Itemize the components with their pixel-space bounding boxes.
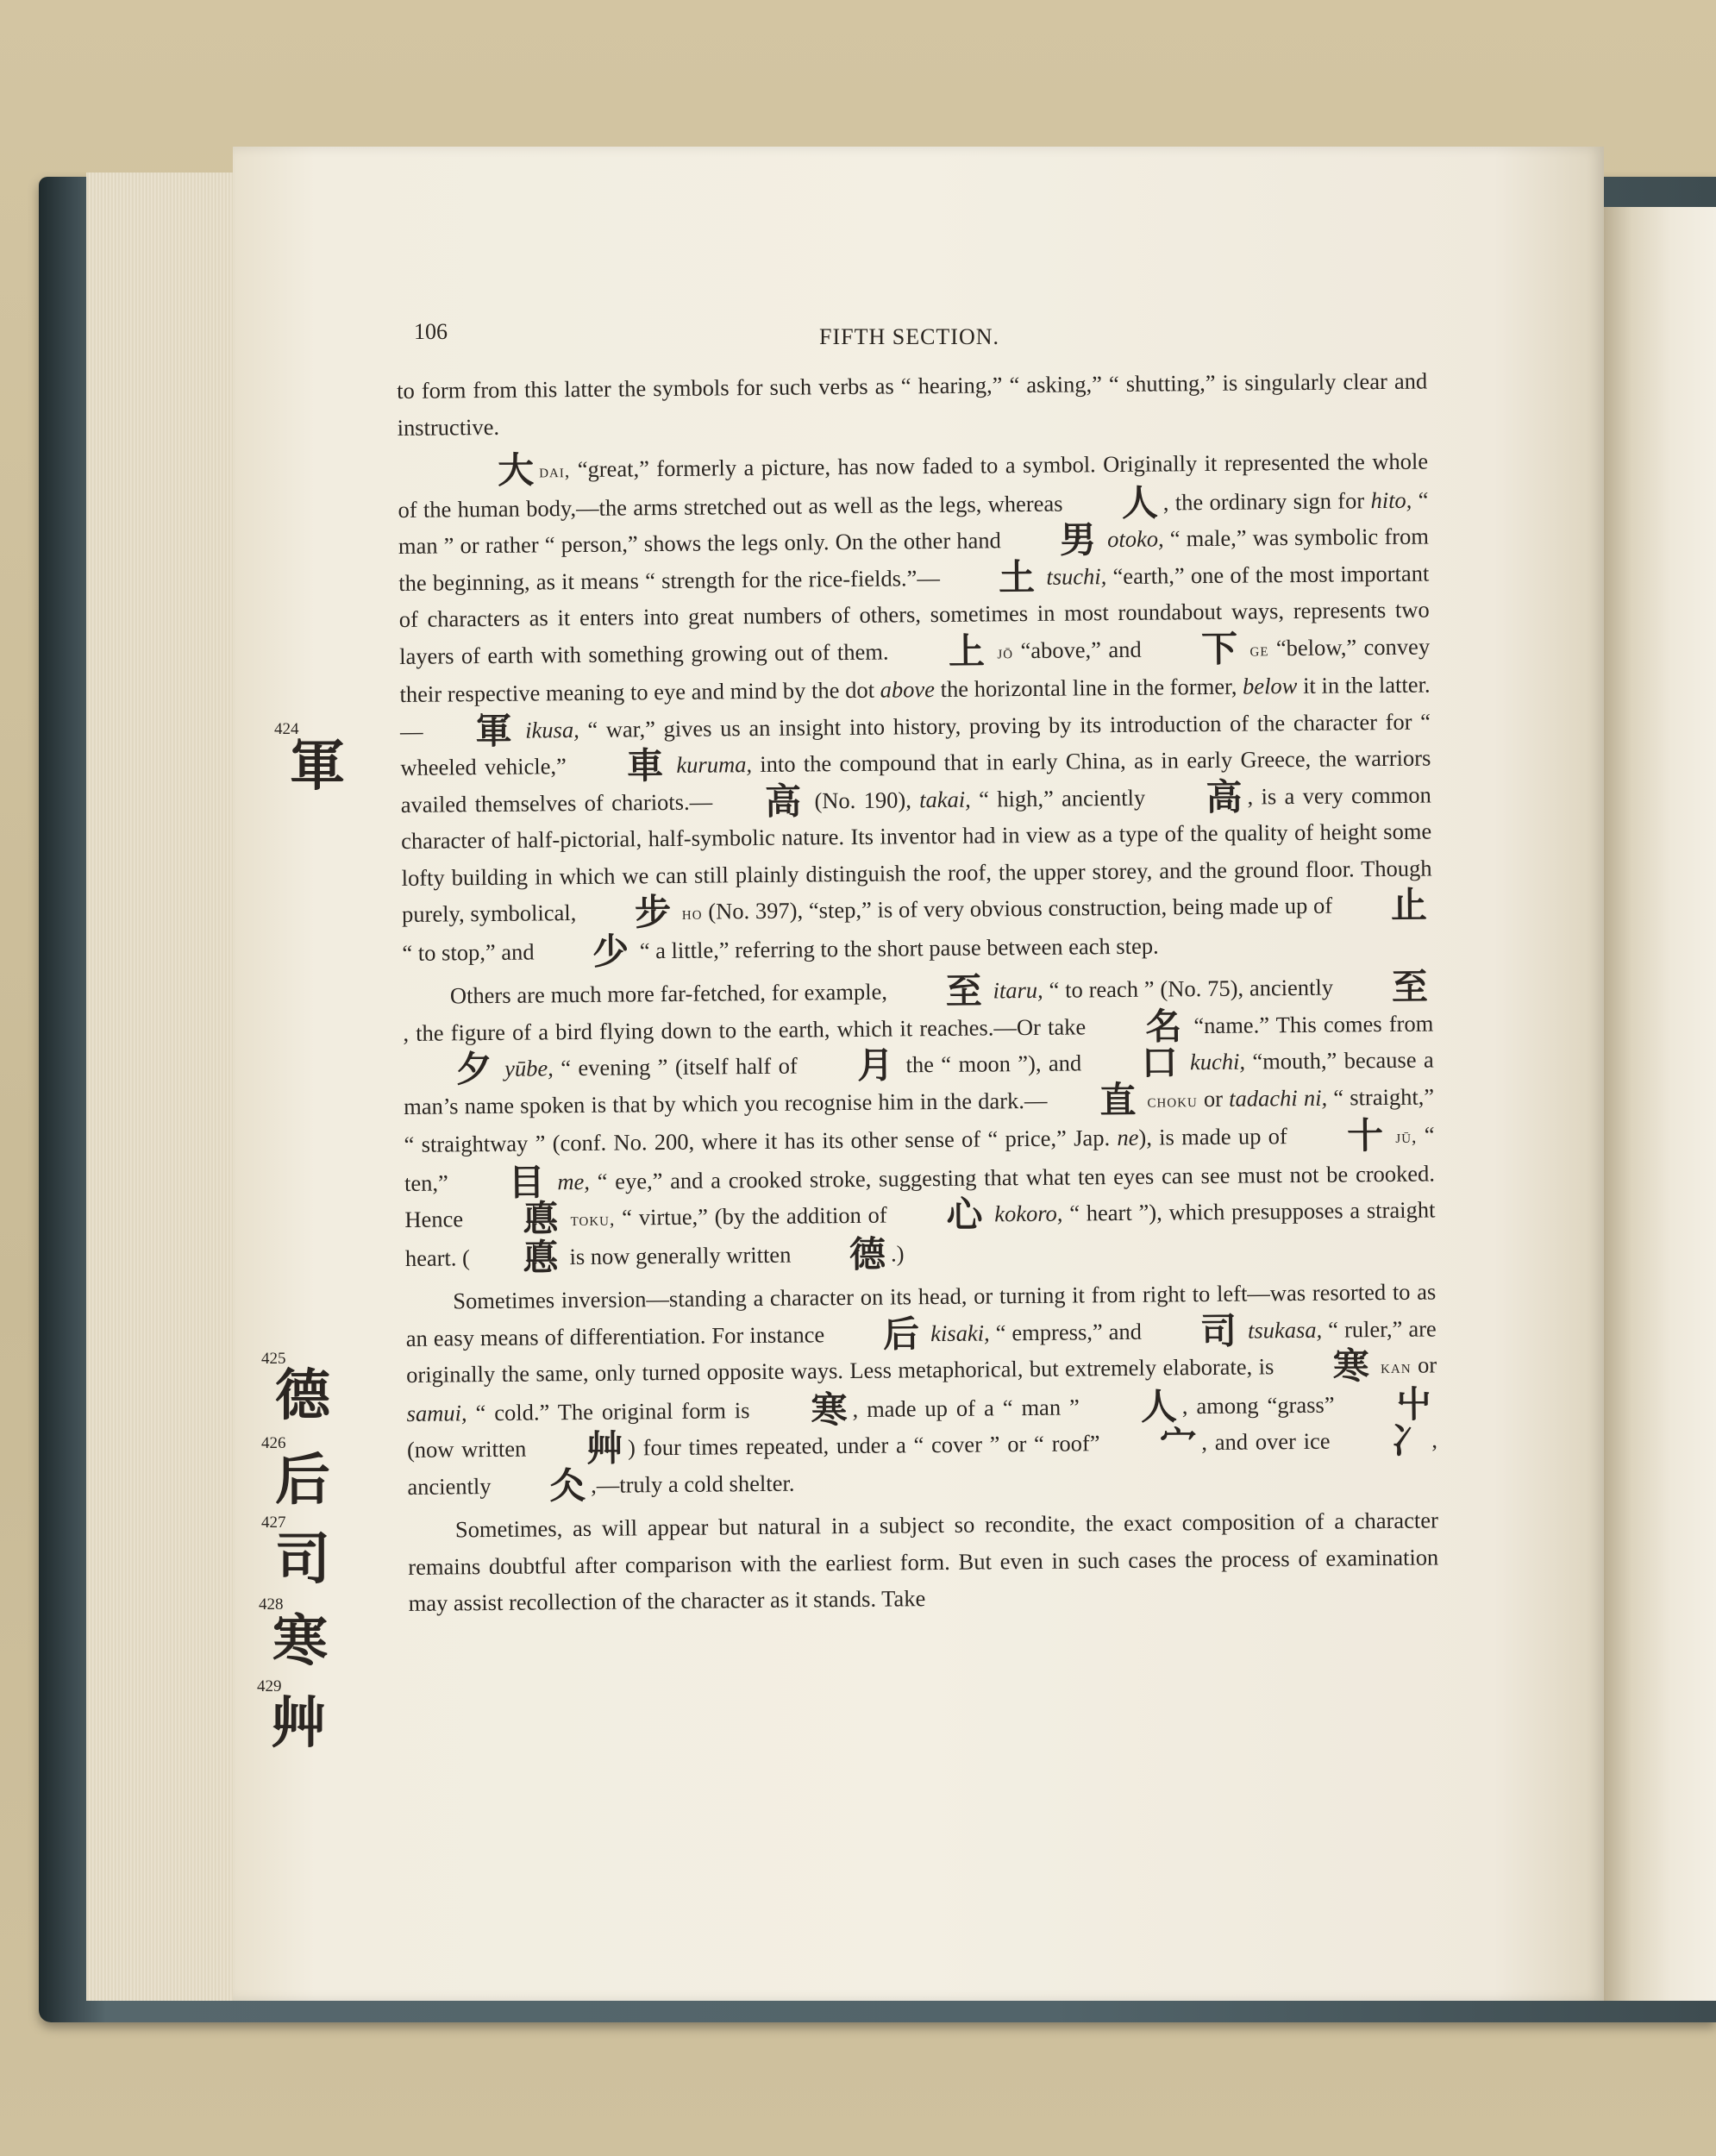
paragraph <box>397 363 1428 446</box>
inline-character: 司 <box>1199 1309 1237 1352</box>
inline-character: 步 <box>634 890 672 934</box>
text-run: Sometimes, as will appear but natural in a subject so recondite, the exact composition of a character remains doubtful after comparison with the earliest form. But even in such cases the process of examination may assist recollection of the character as it stands. Take <box>408 1507 1439 1616</box>
facing-page <box>1604 207 1716 2001</box>
reading-smallcaps: choku <box>1141 1088 1198 1112</box>
italic-term: kisaki, <box>924 1319 990 1346</box>
inline-character: 下 <box>1200 627 1238 670</box>
text-run: “ straight,” “ straightway ” (conf. No. 200, where it has its other sense of “ price,” Jap. <box>404 1082 1435 1157</box>
inline-character: 寒 <box>811 1388 848 1431</box>
text-run: “name.” This comes from <box>1187 1009 1434 1038</box>
text-run: “ cold.” The original form is <box>467 1396 759 1426</box>
text-run: , and over ice <box>1201 1427 1338 1456</box>
text-run: (No. 397), “step,” is of very obvious construction, being made up of <box>702 892 1339 924</box>
reading-smallcaps: kan <box>1374 1355 1412 1378</box>
inline-character: 心 <box>946 1193 983 1236</box>
inline-character: 德 <box>849 1232 886 1275</box>
text-run: “mouth,” because a man’s name spoken is that by which you recognise him in the dark.— <box>404 1046 1434 1119</box>
italic-term: tsukasa, <box>1241 1316 1323 1344</box>
reading-smallcaps: ge <box>1243 637 1269 661</box>
italic-term: kuruma, <box>668 751 753 778</box>
inline-character: 高 <box>764 780 802 823</box>
inline-character: 冫 <box>1390 1419 1427 1462</box>
text-run: “above,” and <box>1012 636 1149 663</box>
italic-term: ne <box>1117 1124 1139 1151</box>
margin-number: 424 <box>274 720 299 738</box>
italic-term: kuchi, <box>1182 1048 1246 1075</box>
italic-term: me, <box>549 1168 591 1194</box>
text-run: “below,” convey their respective meaning to eye and mind by the dot <box>399 633 1431 707</box>
text-run: “ war,” gives us an insight into history, proving by its introduction of the character for “ wheeled vehicle,” <box>400 708 1431 780</box>
reading-smallcaps: jō <box>989 640 1014 662</box>
text-run: , the ordinary sign for <box>1162 486 1371 515</box>
text-run: “ ruler,” are originally the same, only turned opposite ways. Less metaphorical, but extremely elaborate, is <box>406 1314 1437 1388</box>
italic-term: samui, <box>406 1399 467 1426</box>
margin-number: 426 <box>261 1434 286 1452</box>
page-number: 106 <box>414 319 448 344</box>
inline-character: 十 <box>1346 1114 1384 1157</box>
text-run: “ ten,” <box>404 1121 1435 1196</box>
text-run: or <box>1411 1351 1437 1378</box>
paragraph <box>405 1273 1438 1507</box>
text-run: ), is made up of <box>1138 1123 1295 1150</box>
text-run: , among “grass” <box>1181 1391 1343 1419</box>
reading-smallcaps: dai, <box>538 460 571 482</box>
inline-character: 悳 <box>522 1197 560 1240</box>
text-run: “ high,” anciently <box>970 784 1154 812</box>
paragraph <box>408 1501 1439 1621</box>
page-edges <box>86 172 250 2001</box>
italic-term: tadachi ni, <box>1229 1084 1328 1112</box>
text-run: , anciently <box>407 1426 1438 1500</box>
text-run: ,—truly a cold shelter. <box>591 1470 795 1498</box>
text-run: “ heart ”), which presupposes a straight heart. ( <box>404 1196 1436 1271</box>
inline-character: 至 <box>1391 965 1429 1008</box>
text-run: it in the latter.— <box>399 671 1431 744</box>
inline-character: 土 <box>998 555 1036 599</box>
text-run: “earth,” one of the most important of characters as it enters into great numbers of others, sometimes in most roundabout ways, represents two layers of earth with something growing out of them. <box>398 560 1430 669</box>
text-run: “ eye,” and a crooked stroke, suggesting that what ten eyes can see must not be crooked. Hence <box>404 1159 1436 1232</box>
margin-number: 425 <box>261 1350 286 1368</box>
inline-character: 大 <box>497 448 535 492</box>
paragraph <box>403 965 1436 1279</box>
text-run: , is a very common character of half-pictorial, half-symbolic nature. Its inventor had in view as a type of the quality of height some lofty building in which we can still plainly distinguish the roof, the upper storey, and the ground floor. Though purely, symbolical, <box>401 781 1432 927</box>
text-run: to form from this latter the symbols for such verbs as “ hearing,” “ asking,” “ shutting,” is singularly clear and instructive. <box>397 367 1428 441</box>
italic-term: tsuchi, <box>1039 562 1107 590</box>
inline-character: 人 <box>1121 481 1159 524</box>
text-run: “ man ” or rather “ person,” shows the legs only. On the other hand <box>398 486 1429 559</box>
text-run: (No. 190), <box>806 786 920 813</box>
italic-term: ikusa, <box>517 716 579 743</box>
inline-character: 仌 <box>548 1463 586 1507</box>
inline-character: 高 <box>1206 775 1243 818</box>
text-run: “ a little,” referring to the short pause between each step. <box>634 932 1159 963</box>
inline-character: 夕 <box>455 1047 493 1091</box>
text-run: the horizontal line in the former, <box>934 673 1243 703</box>
margin-character: 德 <box>275 1364 330 1428</box>
text-run: into the compound that in early China, as in early Greece, the warriors availed themselves of chariots.— <box>400 744 1431 818</box>
text-run: , the figure of a bird flying down to the earth, which it reaches.—Or take <box>403 1012 1093 1046</box>
margin-character: 軍 <box>290 735 345 799</box>
text-run: “ to stop,” and <box>402 937 541 966</box>
text-run: “ evening ” (itself half of <box>553 1052 805 1081</box>
text-run: “ male,” was symbolic from the beginning, as it means “ strength for the rice-fields.”— <box>398 523 1430 596</box>
inline-character: 悳 <box>522 1235 560 1279</box>
inline-character: 宀 <box>1160 1421 1197 1464</box>
text-run: (now written <box>406 1435 535 1463</box>
inline-character: 至 <box>945 969 982 1012</box>
inline-character: 目 <box>508 1160 545 1204</box>
running-head <box>405 319 1483 354</box>
margin-character: 艸 <box>271 1692 326 1756</box>
inline-character: 名 <box>1145 1004 1182 1048</box>
reading-smallcaps: toku, <box>563 1207 616 1231</box>
margin-character: 寒 <box>272 1610 328 1674</box>
margin-number: 429 <box>257 1677 282 1695</box>
margin-number: 428 <box>259 1595 284 1614</box>
inline-character: 少 <box>592 929 629 973</box>
italic-term: kokoro, <box>987 1200 1063 1227</box>
inline-character: 月 <box>856 1044 894 1087</box>
text-run: “ to reach ” (No. 75), anciently <box>1043 974 1340 1003</box>
text-run: Others are much more far-fetched, for example, <box>449 978 893 1009</box>
paragraph <box>398 443 1433 971</box>
reading-smallcaps: ho <box>676 901 703 924</box>
inline-character: 軍 <box>475 709 512 752</box>
italic-term: hito, <box>1370 486 1412 513</box>
text-run: or <box>1197 1085 1230 1112</box>
inline-character: 上 <box>948 629 986 673</box>
text-run: .) <box>890 1239 905 1267</box>
italic-term: below <box>1242 672 1298 699</box>
margin-number: 427 <box>261 1514 286 1532</box>
text-run: ) four times repeated, under a “ cover ” or “ roof” <box>627 1430 1108 1461</box>
margin-character: 司 <box>275 1528 330 1592</box>
text-run: is now generally written <box>563 1241 798 1269</box>
text-run: “great,” formerly a picture, has now faded to a symbol. Originally it represented the whole of the human body,—the arms stretched out as well as the legs, whereas <box>398 448 1429 523</box>
section-title: FIFTH SECTION. <box>819 324 1000 349</box>
text-run: the “ moon ”), and <box>899 1050 1089 1078</box>
inline-character: 車 <box>626 744 664 787</box>
inline-character: 口 <box>1141 1041 1178 1084</box>
text-run: , made up of a “ man ” <box>852 1393 1088 1422</box>
margin-character: 后 <box>275 1449 330 1513</box>
inline-character: 人 <box>1140 1384 1178 1428</box>
inline-character: 屮 <box>1395 1382 1432 1426</box>
text-run: Sometimes inversion—standing a character on its head, or turning it from right to left—was resorted to as an easy means of differentiation. For instance <box>405 1278 1437 1351</box>
inline-character: 艸 <box>586 1426 623 1470</box>
italic-term: otoko, <box>1100 525 1164 553</box>
inline-character: 后 <box>882 1312 920 1356</box>
inline-character: 止 <box>1390 883 1428 926</box>
italic-term: itaru, <box>986 976 1043 1004</box>
italic-term: above <box>880 676 936 703</box>
italic-term: takai, <box>919 786 971 812</box>
body-text <box>397 363 1439 1629</box>
italic-term: yūbe, <box>497 1055 554 1081</box>
inline-character: 男 <box>1059 518 1097 561</box>
inline-character: 直 <box>1099 1078 1137 1121</box>
text-run: “ virtue,” (by the addition of <box>615 1201 894 1231</box>
inline-character: 寒 <box>1332 1344 1370 1388</box>
reading-smallcaps: jū, <box>1387 1125 1418 1148</box>
text-run: “ empress,” and <box>989 1318 1149 1345</box>
